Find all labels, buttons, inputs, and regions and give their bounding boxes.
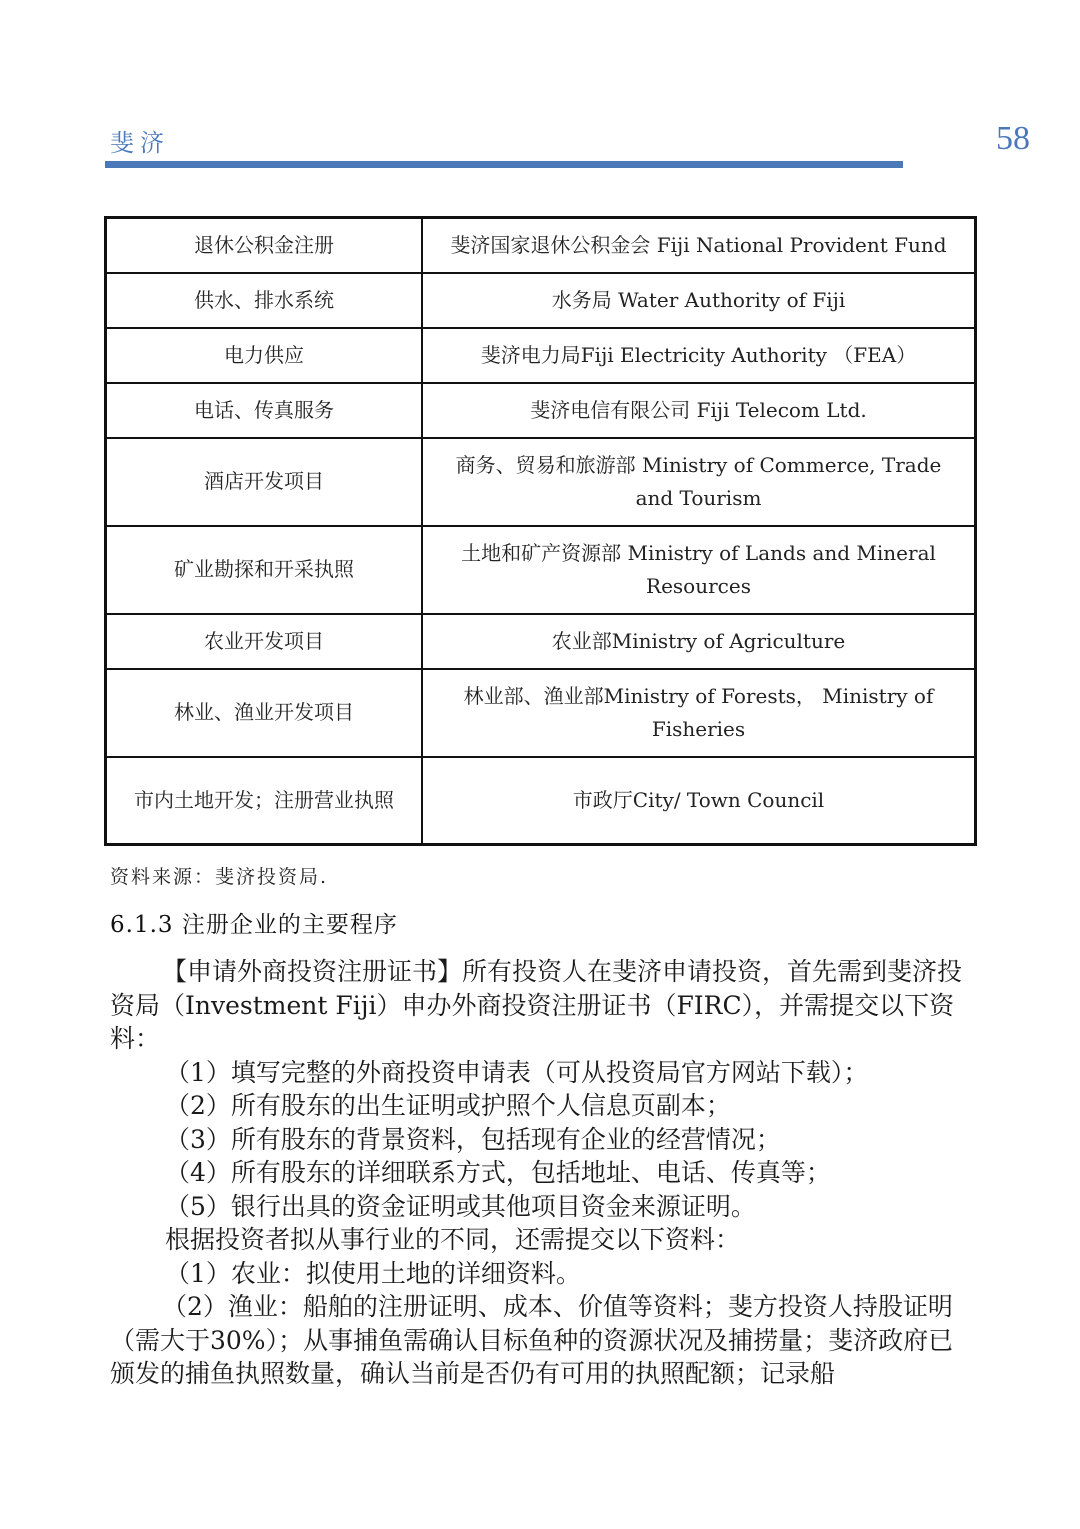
table-cell-item: 退休公积金注册: [106, 218, 423, 273]
table-cell-item: 农业开发项目: [106, 614, 423, 669]
list-item: （2）所有股东的出生证明或护照个人信息页副本；: [165, 1091, 731, 1120]
page-number: 58: [996, 120, 1030, 157]
table-cell-item: 酒店开发项目: [106, 438, 423, 526]
table-row: [106, 383, 976, 438]
table-row: [106, 438, 976, 526]
table-cell-item: 电力供应: [106, 328, 423, 383]
list-item: （4）所有股东的详细联系方式，包括地址、电话、传真等；: [165, 1158, 831, 1187]
table-cell-agency: 斐济电力局Fiji Electricity Authority （FEA）: [422, 328, 976, 383]
table-cell-agency: 商务、贸易和旅游部 Ministry of Commerce, Trade and Tourism: [422, 438, 976, 526]
table-cell-item: 供水、排水系统: [106, 273, 423, 328]
table-cell-agency: 斐济电信有限公司 Fiji Telecom Ltd.: [422, 383, 976, 438]
header-title: 斐济: [110, 129, 170, 157]
table-cell-agency: 市政厅City/ Town Council: [422, 757, 976, 845]
list-item: （1）填写完整的外商投资申请表（可从投资局官方网站下载）；: [165, 1057, 869, 1087]
list-item: （2）渔业：船舶的注册证明、成本、价值等资料；斐方投资人持股证明（需大于30%）；从事捕鱼需确认目标鱼种的资源状况及捕捞量；斐济政府已颁发的捕鱼执照数量，确认当前是否仍有可用的执照配额；记录船: [110, 1292, 954, 1388]
agency-table: [104, 216, 977, 846]
table-row: [106, 218, 976, 273]
table-row: [106, 757, 976, 845]
table-cell-agency: 林业部、渔业部Ministry of Forests， Ministry of Fisheries: [422, 669, 976, 757]
table-row: [106, 526, 976, 614]
list-item: （5）银行出具的资金证明或其他项目资金来源证明。: [165, 1191, 756, 1221]
table-source-note: 资料来源：斐济投资局.: [110, 866, 329, 888]
intro-paragraph: 【申请外商投资注册证书】所有投资人在斐济申请投资，首先需到斐济投资局（Investment Fiji）申办外商投资注册证书（FIRC），并需提交以下资料：: [110, 957, 963, 1053]
table-cell-item: 市内土地开发；注册营业执照: [106, 757, 423, 845]
list-item: （3）所有股东的背景资料，包括现有企业的经营情况；: [165, 1124, 781, 1154]
table-row: [106, 273, 976, 328]
table-cell-item: 电话、传真服务: [106, 383, 423, 438]
table-cell-agency: 水务局 Water Authority of Fiji: [422, 273, 976, 328]
table-row: [106, 614, 976, 669]
extra-intro-paragraph: 根据投资者拟从事行业的不同，还需提交以下资料：: [165, 1225, 741, 1254]
table-cell-agency: 农业部Ministry of Agriculture: [422, 614, 976, 669]
table-cell-item: 林业、渔业开发项目: [106, 669, 423, 757]
table-row: [106, 669, 976, 757]
table-cell-agency: 土地和矿产资源部 Ministry of Lands and Mineral Resources: [422, 526, 976, 614]
list-item: （1）农业：拟使用土地的详细资料。: [165, 1258, 581, 1288]
section-heading: 6.1.3 注册企业的主要程序: [110, 912, 398, 938]
body-text: [110, 955, 972, 1391]
table-cell-item: 矿业勘探和开采执照: [106, 526, 423, 614]
header-divider: [105, 161, 903, 168]
table-cell-agency: 斐济国家退休公积金会 Fiji National Provident Fund: [422, 218, 976, 273]
table-row: [106, 328, 976, 383]
